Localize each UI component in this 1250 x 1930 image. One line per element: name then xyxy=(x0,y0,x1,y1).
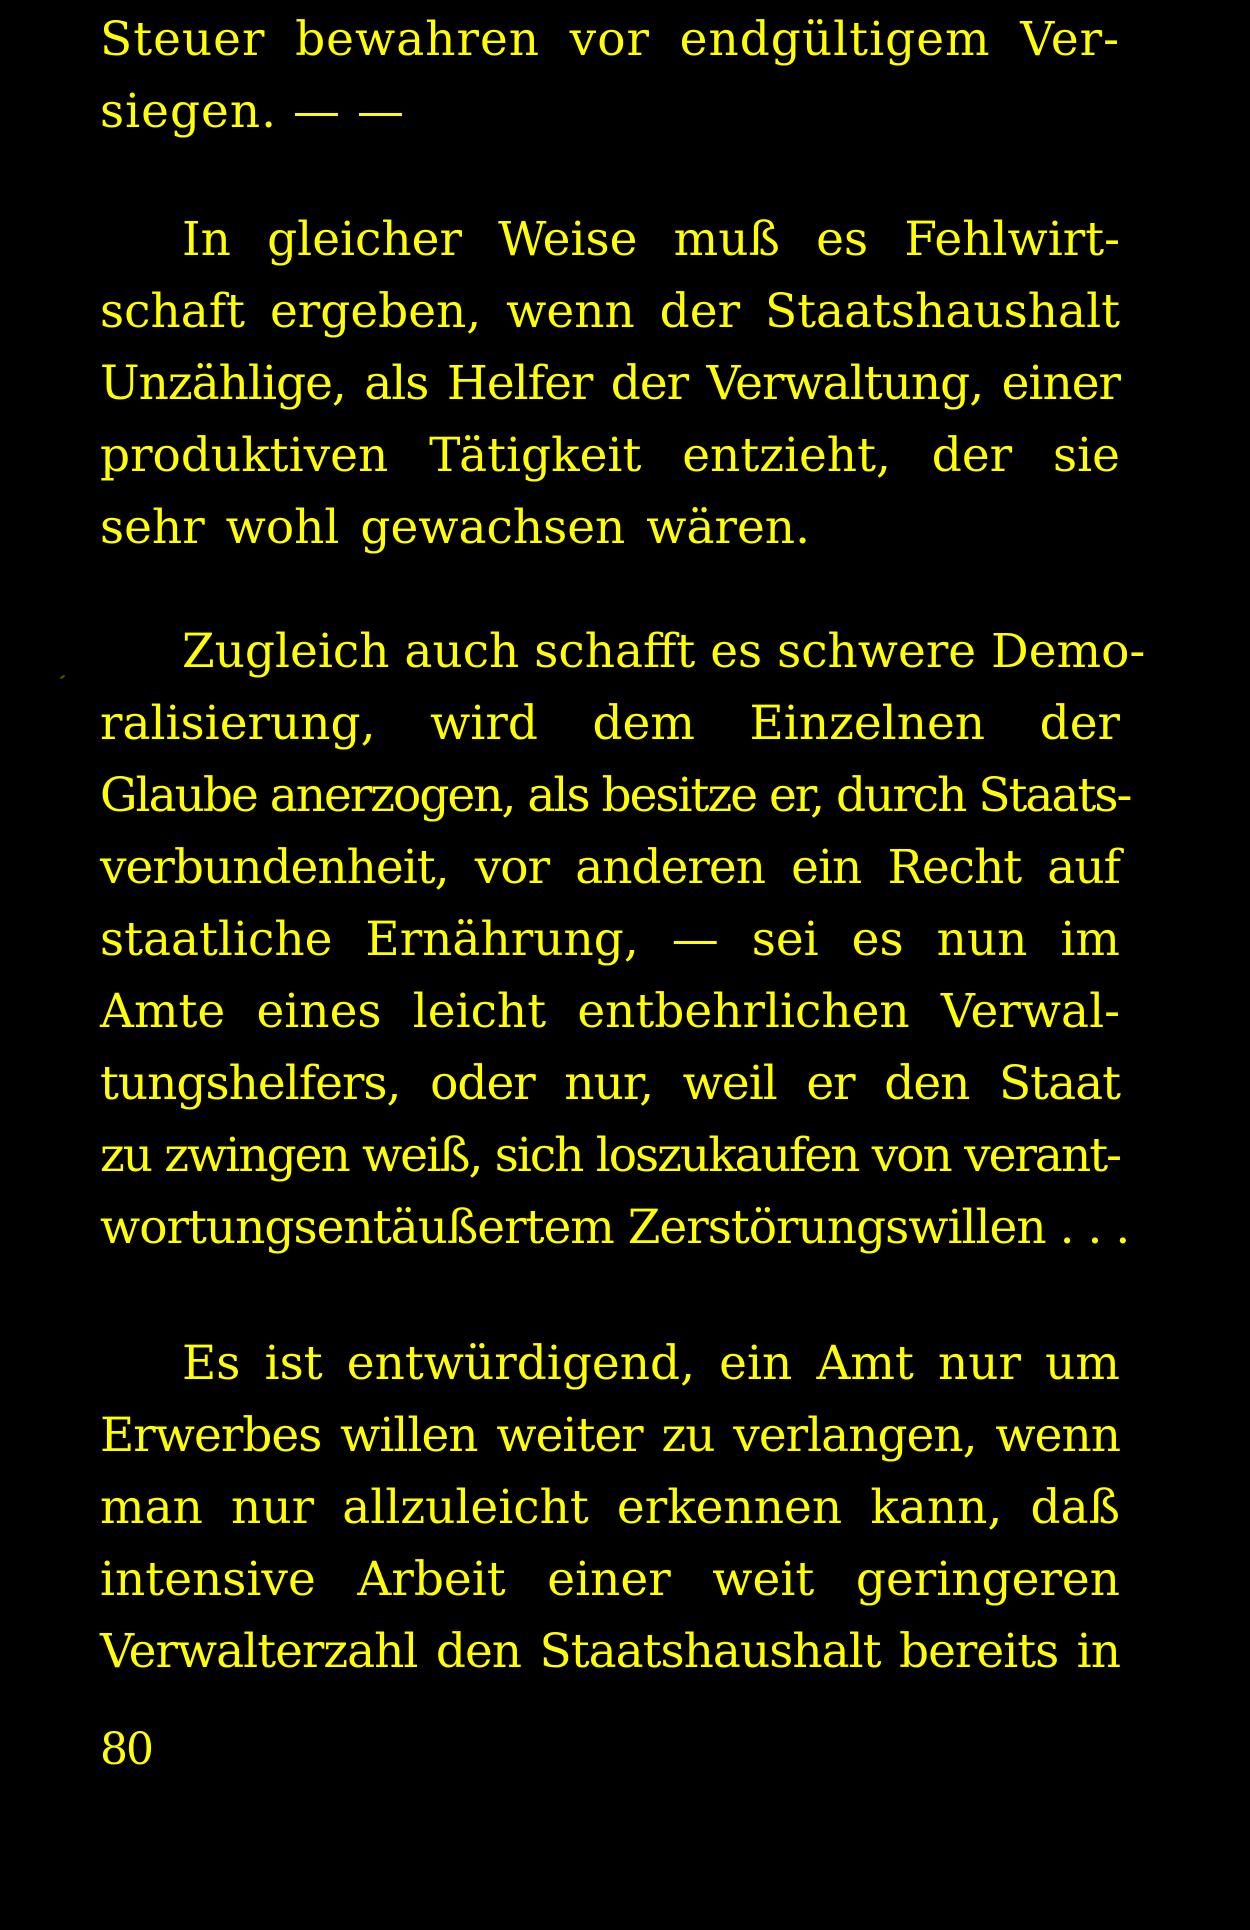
text-line: Amte eines leicht entbehrlichen Verwal- xyxy=(100,984,1120,1039)
text-line: Steuer bewahren vor endgültigem Ver- xyxy=(100,12,1120,67)
text-line: intensive Arbeit einer weit geringeren xyxy=(100,1552,1120,1607)
text-line: Verwalterzahl den Staatshaushalt bereits in xyxy=(100,1624,1120,1679)
text-line: In gleicher Weise muß es Fehlwirt- xyxy=(182,212,1120,267)
text-line: staatliche Ernährung, — sei es nun im xyxy=(100,912,1120,967)
text-line: wortungsentäußertem Zerstörungswillen . . . xyxy=(100,1200,1130,1255)
paragraph-4 xyxy=(100,1328,1120,1688)
text-line: verbundenheit, vor anderen ein Recht auf xyxy=(100,840,1120,895)
text-line: tungshelfers, oder nur, weil er den Staat xyxy=(100,1056,1120,1111)
text-line: Es ist entwürdigend, ein Amt nur um xyxy=(182,1336,1120,1391)
text-line: man nur allzuleicht erkennen kann, daß xyxy=(100,1480,1120,1535)
paragraph-3 xyxy=(100,616,1146,1264)
text-line: zu zwingen weiß, sich loszukaufen von verant- xyxy=(100,1128,1120,1183)
scan-speck xyxy=(60,675,65,680)
paragraph-2 xyxy=(100,204,1120,564)
text-line: Unzählige, als Helfer der Verwaltung, einer xyxy=(100,356,1120,411)
text-line: sehr wohl gewachsen wären. xyxy=(100,500,811,555)
page-number: 80 xyxy=(100,1724,152,1775)
text-line: Zugleich auch schafft es schwere Demo- xyxy=(182,624,1146,679)
text-line: Glaube anerzogen, als besitze er, durch Staats- xyxy=(100,768,1131,823)
text-line: produktiven Tätigkeit entzieht, der sie xyxy=(100,428,1120,483)
text-line: schaft ergeben, wenn der Staatshaushalt xyxy=(100,284,1120,339)
paragraph-1 xyxy=(100,4,1120,148)
text-line: siegen. — — xyxy=(100,84,405,139)
text-line: ralisierung, wird dem Einzelnen der xyxy=(100,696,1120,751)
text-line: Erwerbes willen weiter zu verlangen, wenn xyxy=(100,1408,1120,1463)
